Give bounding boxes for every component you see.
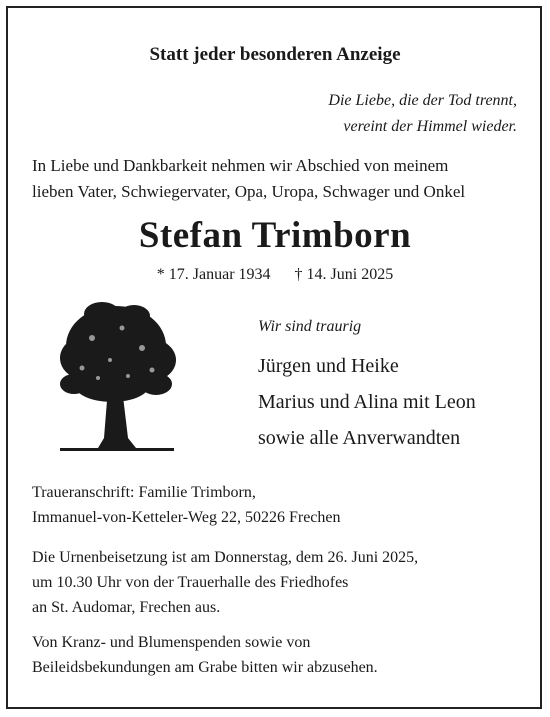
quote-line: vereint der Himmel wieder. [343, 118, 517, 135]
request-line: Beileidsbekundungen am Grabe bitten wir abzusehen. [32, 659, 378, 676]
burial-line: Die Urnenbeisetzung ist am Donnerstag, dem 26. Juni 2025, [32, 549, 419, 566]
mourner-line: Marius und Alina mit Leon [258, 391, 476, 413]
mourner-line: Jürgen und Heike [258, 355, 399, 377]
birth-date: * 17. Januar 1934 [156, 266, 271, 283]
burial-line: an St. Audomar, Frechen aus. [32, 599, 221, 616]
intro-line: In Liebe und Dankbarkeit nehmen wir Abschied von meinem [32, 156, 449, 175]
address-line: Traueranschrift: Familie Trimborn, [32, 484, 256, 501]
mourning-address [32, 480, 341, 530]
mourners-list [258, 348, 476, 456]
mourners-lead: Wir sind traurig [258, 318, 362, 335]
tree-icon [52, 298, 182, 458]
intro-text [32, 153, 465, 205]
tree-illustration [52, 298, 182, 458]
burial-line: um 10.30 Uhr von der Trauerhalle des Friedhofes [32, 574, 349, 591]
death-date: † 14. Juni 2025 [294, 266, 394, 283]
notice-heading: Statt jeder besonderen Anzeige [149, 44, 401, 65]
life-dates [0, 266, 550, 284]
burial-info [32, 545, 418, 620]
mourner-line: sowie alle Anverwandten [258, 427, 461, 449]
deceased-name: Stefan Trimborn [138, 215, 412, 256]
address-line: Immanuel-von-Ketteler-Weg 22, 50226 Frechen [32, 509, 341, 526]
quote-line: Die Liebe, die der Tod trennt, [328, 92, 517, 109]
intro-line: lieben Vater, Schwiegervater, Opa, Uropa, Schwager und Onkel [32, 182, 466, 201]
memorial-quote [328, 88, 517, 140]
request-line: Von Kranz- und Blumenspenden sowie von [32, 634, 311, 651]
donation-request [32, 630, 378, 680]
